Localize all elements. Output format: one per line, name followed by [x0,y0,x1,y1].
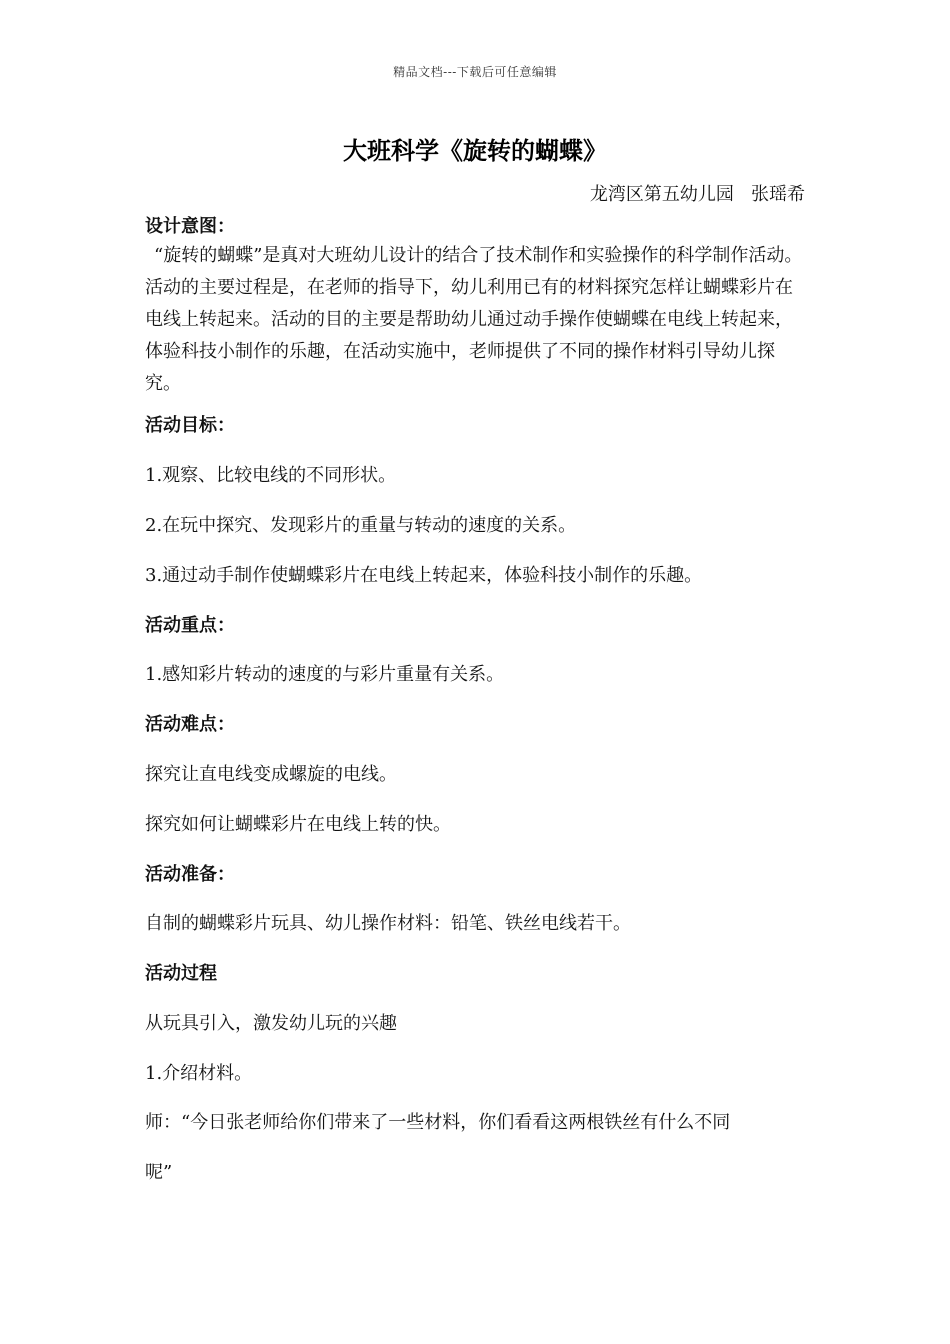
header-watermark: 精品文档---下载后可任意编辑 [393,65,557,79]
process-item-2: 1.介绍材料。 [145,1063,253,1084]
design-heading: 设计意图： [145,216,235,237]
author-line: 龙湾区第五幼儿园 张瑶希 [589,184,805,205]
difficulties-heading: 活动难点： [145,714,235,735]
process-item-1: 从玩具引入，激发幼儿玩的兴趣 [145,1013,397,1034]
preparation-heading: 活动准备： [145,864,235,885]
key-point-item-1: 1.感知彩片转动的速度的与彩片重量有关系。 [145,664,505,685]
goal-item-1: 1.观察、比较电线的不同形状。 [145,465,397,486]
design-paragraph: “旋转的蝴蝶”是真对大班幼儿设计的结合了技术制作和实验操作的科学制作活动。活动的主要过程是，在老师的指导下，幼儿利用已有的材料探究怎样让蝴蝶彩片在电线上转起来。活动的目的主要是帮助幼儿通过动手操作使蝴蝶在电线上转起来，体验科技小制作的乐趣，在活动实施中，老师提供了不同的操作材料引导幼儿探究。 [145,245,803,394]
process-item-3: 师：“今日张老师给你们带来了一些材料，你们看看这两根铁丝有什么不同 [145,1112,731,1133]
document-title: 大班科学《旋转的蝴蝶》 [343,136,607,165]
goals-heading: 活动目标： [145,415,235,436]
difficulty-item-1: 探究让直电线变成螺旋的电线。 [145,764,397,785]
goal-item-3: 3.通过动手制作使蝴蝶彩片在电线上转起来，体验科技小制作的乐趣。 [145,565,703,586]
key-points-heading: 活动重点： [145,615,235,636]
preparation-item-1: 自制的蝴蝶彩片玩具、幼儿操作材料：铅笔、铁丝电线若干。 [145,913,631,934]
process-heading: 活动过程 [145,963,217,984]
process-item-4: 呢” [145,1162,173,1183]
goal-item-2: 2.在玩中探究、发现彩片的重量与转动的速度的关系。 [145,515,577,536]
difficulty-item-2: 探究如何让蝴蝶彩片在电线上转的快。 [145,814,451,835]
